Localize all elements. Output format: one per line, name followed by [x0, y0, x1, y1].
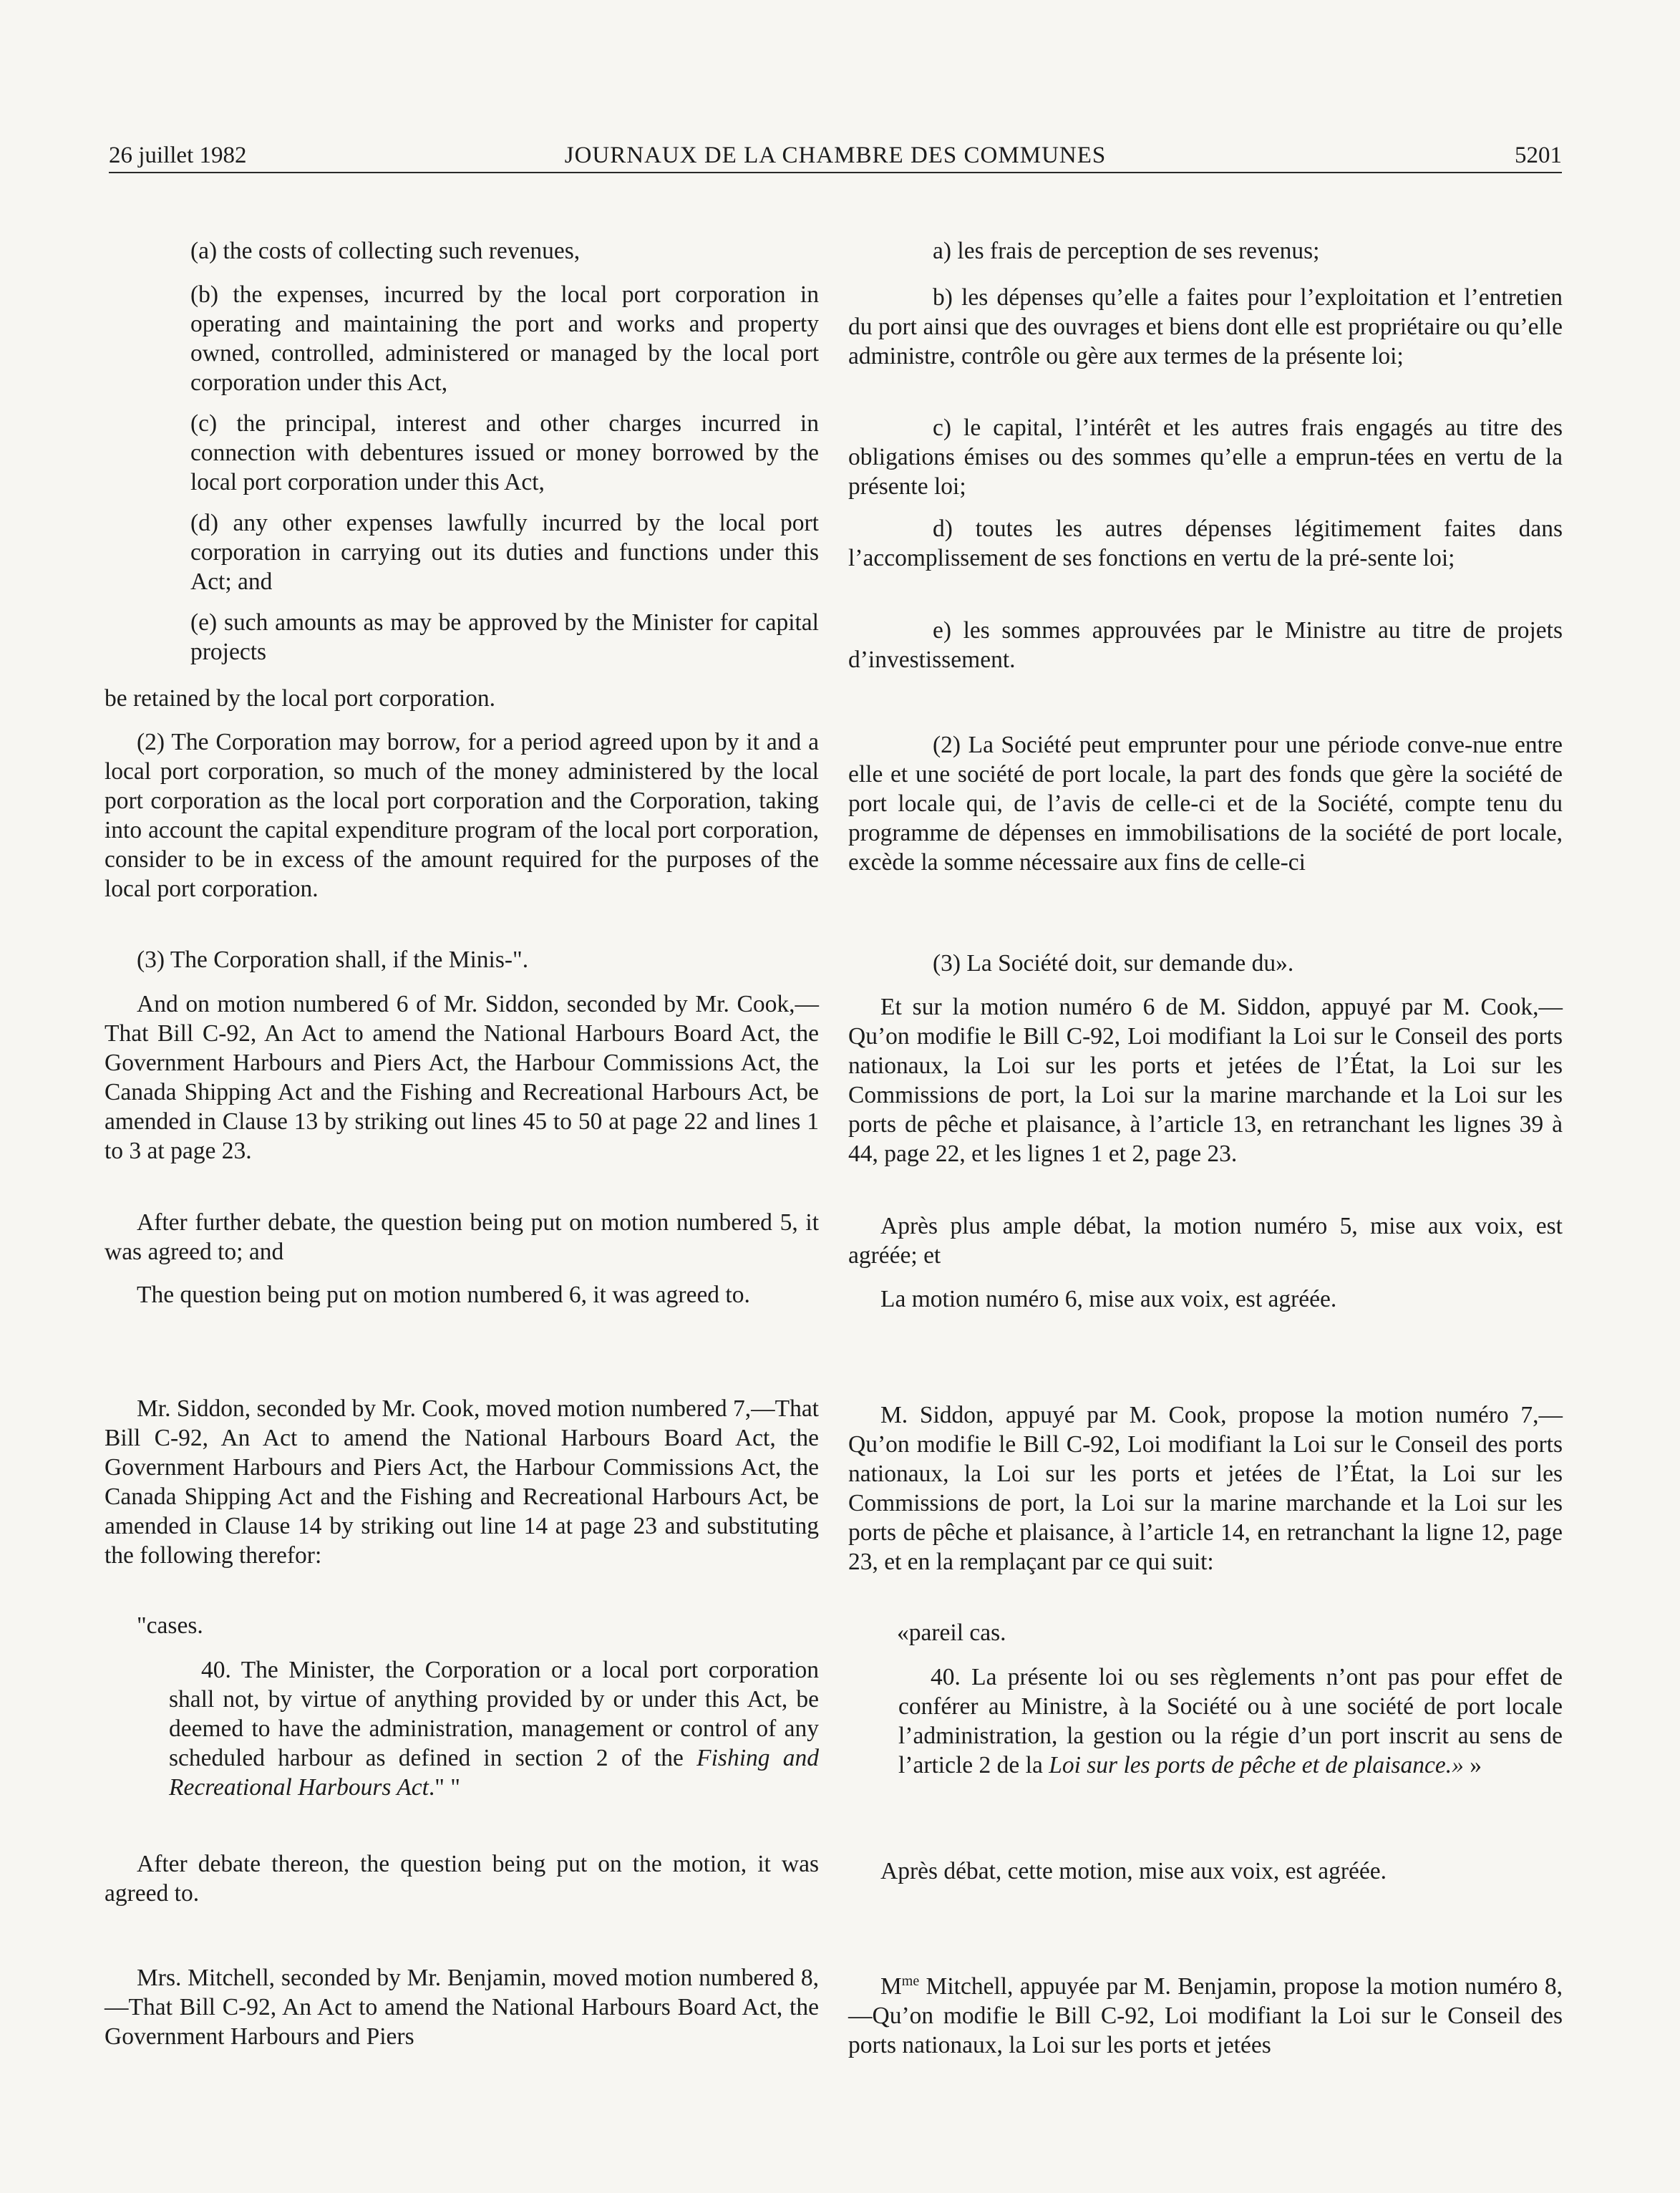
fr-motion-8-title-sup: me — [901, 1972, 920, 1989]
en-item-e: (e) such amounts as may be approved by the Minister for capital projects — [190, 609, 819, 665]
fr-motion-8 — [848, 1972, 1563, 2060]
fr-question-motion-6: La motion numéro 6, mise aux voix, est agréée. — [880, 1286, 1337, 1312]
fr-item-e: e) les sommes approuvées par le Ministre au titre de projets d’investissement. — [848, 617, 1563, 673]
journal-title: JOURNAUX DE LA CHAMBRE DES COMMUNES — [564, 142, 1107, 168]
en-item-b: (b) the expenses, incurred by the local port corporation in operating and maintaining the port and works and property owned, controlled, administered or managed by the local port corporation under this Act, — [190, 281, 819, 396]
fr-motion-8-title: M — [880, 1973, 902, 2000]
fr-debate-motion-5: Après plus ample débat, la motion numéro 5, mise aux voix, est agréée; et — [848, 1213, 1563, 1269]
en-retained: be retained by the local port corporation. — [105, 685, 496, 712]
en-motion-6: And on motion numbered 6 of Mr. Siddon, seconded by Mr. Cook,—That Bill C-92, An Act to amend the National Harbours Board Act, the Government Harbours and Piers Act, the Harbour Commissions Act, the Canada Shipping Act and the Fishing and Recreational Harbours Act, be amended in Clause 13 by striking out lines 45 to 50 at page 22 and lines 1 to 3 at page 23. — [105, 991, 819, 1164]
en-item-c: (c) the principal, interest and other charges incurred in connection with debentures issued or money borrowed by the local port corporation under this Act, — [190, 410, 819, 495]
en-cases: "cases. — [137, 1612, 203, 1639]
en-motion-8: Mrs. Mitchell, seconded by Mr. Benjamin, moved motion numbered 8,—That Bill C-92, An Act to amend the National Harbours Board Act, the Government Harbours and Piers — [105, 1965, 819, 2050]
en-item-a: (a) the costs of collecting such revenues, — [190, 238, 581, 264]
fr-debate-motion-7: Après débat, cette motion, mise aux voix, est agréée. — [880, 1858, 1387, 1884]
fr-item-c: c) le capital, l’intérêt et les autres frais engagés au titre des obligations émises ou des sommes qu’elle a emprun-tées en vertu de la présente loi; — [848, 415, 1563, 500]
fr-item-d: d) toutes les autres dépenses légitimement faites dans l’accomplissement de ses fonctions en vertu de la pré-sente loi; — [848, 515, 1563, 571]
fr-pareil-cas: «pareil cas. — [897, 1620, 1006, 1646]
en-subsection-3: (3) The Corporation shall, if the Minis-". — [137, 947, 529, 973]
fr-motion-8-text: Mitchell, appuyée par M. Benjamin, propose la motion numéro 8,—Qu’on modifie le Bill C-92, Loi modifiant la Loi sur le Conseil des ports nationaux, la Loi sur les ports et jetées — [848, 1973, 1563, 2058]
fr-section-40-text: 40. La présente loi ou ses règlements n’ont pas pour effet de conférer au Ministre, à la Société ou à une société de port locale l’administration, la gestion ou la régie d’un port inscrit au sens de l’article 2 de la — [898, 1664, 1563, 1778]
fr-section-40-close: » — [1463, 1752, 1482, 1778]
fr-section-40-act-title: Loi sur les ports de pêche et de plaisance.» — [1049, 1752, 1464, 1778]
en-question-motion-6: The question being put on motion numbered 6, it was agreed to. — [137, 1282, 750, 1308]
fr-subsection-3: (3) La Société doit, sur demande du». — [933, 950, 1294, 977]
en-debate-motion-7: After debate thereon, the question being put on the motion, it was agreed to. — [105, 1851, 819, 1907]
en-section-40-text: 40. The Minister, the Corporation or a local port corporation shall not, by virtue of anything provided by or under this Act, be deemed to have the administration, management or control of any scheduled harbour as defined in section 2 of the — [169, 1657, 819, 1771]
header-date: 26 juillet 1982 — [109, 142, 247, 168]
fr-motion-7: M. Siddon, appuyé par M. Cook, propose la motion numéro 7,—Qu’on modifie le Bill C-92, Loi modifiant la Loi sur le Conseil des ports nationaux, la Loi sur les ports et jetées de l’État, la Loi sur les Commissions de port, la Loi sur la marine marchande et la Loi sur les ports de pêche et plaisance, à l’article 14, en retranchant la ligne 12, page 23, et en la remplaçant par ce qui suit: — [848, 1402, 1563, 1575]
page-header — [109, 127, 1562, 173]
en-section-40-act-title: Fishing and Recreational Harbours Act — [169, 1745, 819, 1801]
en-item-d: (d) any other expenses lawfully incurred by the local port corporation in carrying out its duties and functions under this Act; and — [190, 510, 819, 595]
fr-section-40 — [848, 1662, 1563, 1780]
en-subsection-2: (2) The Corporation may borrow, for a period agreed upon by it and a local port corporation, so much of the money administered by the local port corporation as the local port corporation and the Corporation, taking into account the capital expenditure program of the local port corporation, consider to be in excess of the amount required for the purposes of the local port corporation. — [105, 729, 819, 902]
page-number: 5201 — [1515, 142, 1562, 168]
en-section-40 — [105, 1655, 819, 1802]
en-debate-motion-5: After further debate, the question being put on motion numbered 5, it was agreed to; and — [105, 1209, 819, 1265]
fr-motion-6: Et sur la motion numéro 6 de M. Siddon, appuyé par M. Cook,—Qu’on modifie le Bill C-92, Loi modifiant la Loi sur le Conseil des ports nationaux, la Loi sur les ports et jetées de l’État, la Loi sur les Commissions de port, la Loi sur la marine marchande et la Loi sur les ports de pêche et plaisance, à l’article 13, en retranchant les lignes 39 à 44, page 22, et les lignes 1 et 2, page 23. — [848, 994, 1563, 1167]
fr-item-a: a) les frais de perception de ses revenus; — [933, 238, 1320, 264]
en-motion-7: Mr. Siddon, seconded by Mr. Cook, moved motion numbered 7,—That Bill C-92, An Act to amend the National Harbours Board Act, the Government Harbours and Piers Act, the Harbour Commissions Act, the Canada Shipping Act and the Fishing and Recreational Harbours Act, be amended in Clause 14 by striking out line 14 at page 23 and substituting the following therefor: — [105, 1395, 819, 1569]
fr-item-b: b) les dépenses qu’elle a faites pour l’exploitation et l’entretien du port ainsi que des ouvrages et biens dont elle est propriétaire ou qu’elle administre, contrôle ou gère aux termes de la présente loi; — [848, 284, 1563, 369]
en-section-40-close: ." " — [428, 1774, 460, 1801]
fr-subsection-2: (2) La Société peut emprunter pour une période conve-nue entre elle et une société de port locale, la part des fonds que gère la société de port locale qui, de l’avis de celle-ci et de la Société, compte tenu du programme de dépenses en immobilisations de la société de port locale, excède la somme nécessaire aux fins de celle-ci — [848, 732, 1563, 876]
